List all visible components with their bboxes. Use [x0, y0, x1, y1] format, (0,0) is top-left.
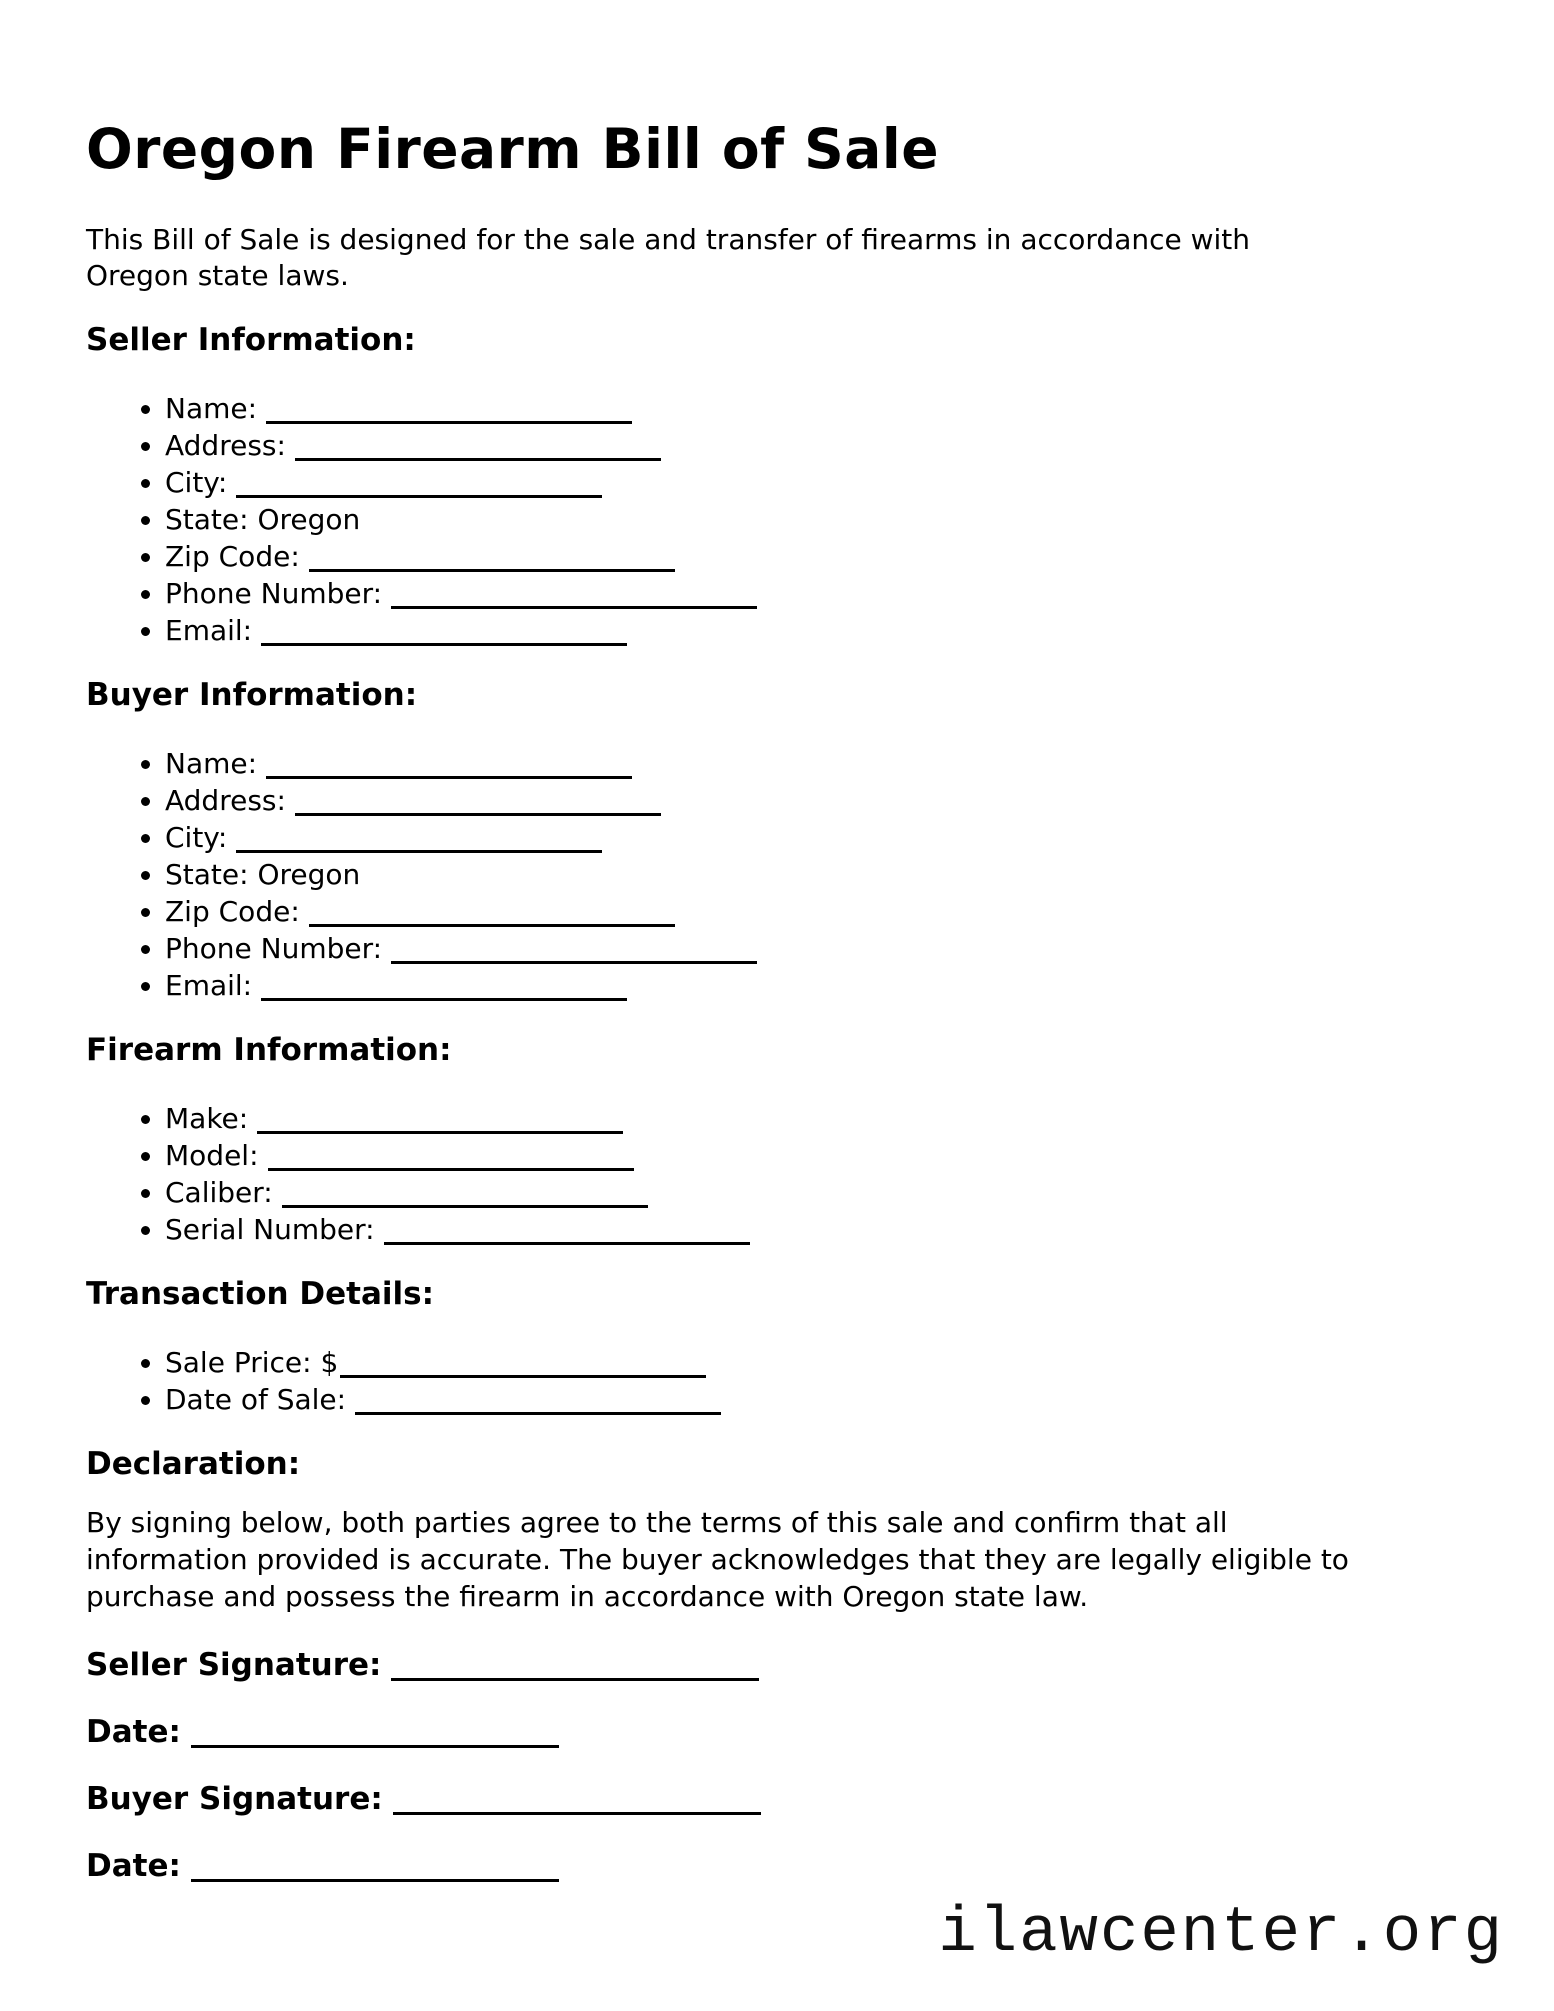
form-field-seller-email — [165, 612, 1504, 649]
seller-signature-row — [86, 1645, 1504, 1685]
signature-blank — [391, 1678, 759, 1681]
field-label: Zip Code: — [165, 540, 300, 573]
field-label: Serial Number: — [165, 1213, 375, 1246]
form-field-buyer-zip — [165, 893, 1504, 930]
buyer-date-label: Date: — [86, 1848, 181, 1884]
form-field-buyer-city — [165, 819, 1504, 856]
date-blank — [191, 1879, 559, 1882]
form-field-caliber — [165, 1174, 1504, 1211]
fill-in-blank — [261, 998, 627, 1001]
firearm-field-list — [86, 1100, 1504, 1248]
seller-date-label: Date: — [86, 1714, 181, 1750]
field-label: Caliber: — [165, 1176, 273, 1209]
declaration-line: By signing below, both parties agree to the terms of this sale and confirm that all — [86, 1506, 1228, 1539]
fill-in-blank — [295, 813, 661, 816]
signature-blank — [393, 1812, 761, 1815]
intro-line: Oregon state laws. — [86, 259, 349, 292]
fill-in-blank — [391, 961, 757, 964]
seller-signature-label: Seller Signature: — [86, 1647, 382, 1683]
field-label: Name: — [165, 392, 258, 425]
date-blank — [191, 1745, 559, 1748]
field-label: Make: — [165, 1102, 249, 1135]
buyer-signature-label: Buyer Signature: — [86, 1781, 383, 1817]
fill-in-blank — [261, 643, 627, 646]
declaration-line: information provided is accurate. The buyer acknowledges that they are legally eligible to — [86, 1543, 1349, 1576]
form-field-seller-phone — [165, 575, 1504, 612]
form-field-seller-state — [165, 501, 1504, 538]
field-label: City: — [165, 821, 228, 854]
field-label: Address: — [165, 429, 286, 462]
intro-paragraph — [86, 222, 1504, 294]
fill-in-blank — [268, 1168, 634, 1171]
fill-in-blank — [282, 1205, 648, 1208]
field-label: Address: — [165, 784, 286, 817]
fill-in-blank — [355, 1412, 721, 1415]
fill-in-blank — [236, 495, 602, 498]
seller-field-list — [86, 390, 1504, 649]
form-field-seller-zip — [165, 538, 1504, 575]
footer-brand-wordmark: ilawcenter.org — [938, 1898, 1504, 1970]
field-label: Model: — [165, 1139, 259, 1172]
field-label: Phone Number: — [165, 577, 383, 610]
fill-in-blank — [266, 776, 632, 779]
transaction-field-list — [86, 1344, 1504, 1418]
form-field-seller-address — [165, 427, 1504, 464]
field-label: Name: — [165, 747, 258, 780]
field-label: Email: — [165, 969, 253, 1002]
fill-in-blank — [309, 924, 675, 927]
form-field-date-of-sale — [165, 1381, 1504, 1418]
declaration-line: purchase and possess the firearm in accordance with Oregon state law. — [86, 1580, 1089, 1613]
fill-in-blank — [309, 569, 675, 572]
fill-in-blank — [391, 606, 757, 609]
section-heading-firearm: Firearm Information: — [86, 1032, 452, 1068]
form-field-buyer-email — [165, 967, 1504, 1004]
form-field-buyer-name — [165, 745, 1504, 782]
fill-in-blank — [384, 1242, 750, 1245]
form-field-serial-number — [165, 1211, 1504, 1248]
section-heading-seller: Seller Information: — [86, 322, 416, 358]
field-label: Sale Price: $ — [165, 1346, 339, 1379]
seller-date-row — [86, 1712, 1504, 1752]
field-label: State: Oregon — [165, 503, 361, 536]
page-title: Oregon Firearm Bill of Sale — [86, 117, 940, 181]
field-label: Zip Code: — [165, 895, 300, 928]
form-field-seller-name — [165, 390, 1504, 427]
fill-in-blank — [295, 458, 661, 461]
buyer-signature-row — [86, 1779, 1504, 1819]
form-field-model — [165, 1137, 1504, 1174]
fill-in-blank — [340, 1375, 706, 1378]
field-label: Date of Sale: — [165, 1383, 347, 1416]
fill-in-blank — [257, 1131, 623, 1134]
fill-in-blank — [236, 850, 602, 853]
form-field-buyer-phone — [165, 930, 1504, 967]
field-label: City: — [165, 466, 228, 499]
intro-line: This Bill of Sale is designed for the sale and transfer of firearms in accordance with — [86, 223, 1251, 256]
form-field-make — [165, 1100, 1504, 1137]
field-label: State: Oregon — [165, 858, 361, 891]
section-heading-buyer: Buyer Information: — [86, 677, 418, 713]
buyer-field-list — [86, 745, 1504, 1004]
fill-in-blank — [266, 421, 632, 424]
form-field-buyer-state — [165, 856, 1504, 893]
section-heading-transaction: Transaction Details: — [86, 1276, 434, 1312]
form-field-seller-city — [165, 464, 1504, 501]
declaration-paragraph — [86, 1504, 1504, 1615]
form-field-sale-price — [165, 1344, 1504, 1381]
form-field-buyer-address — [165, 782, 1504, 819]
field-label: Email: — [165, 614, 253, 647]
buyer-date-row — [86, 1846, 1504, 1886]
field-label: Phone Number: — [165, 932, 383, 965]
section-heading-declaration: Declaration: — [86, 1446, 301, 1482]
